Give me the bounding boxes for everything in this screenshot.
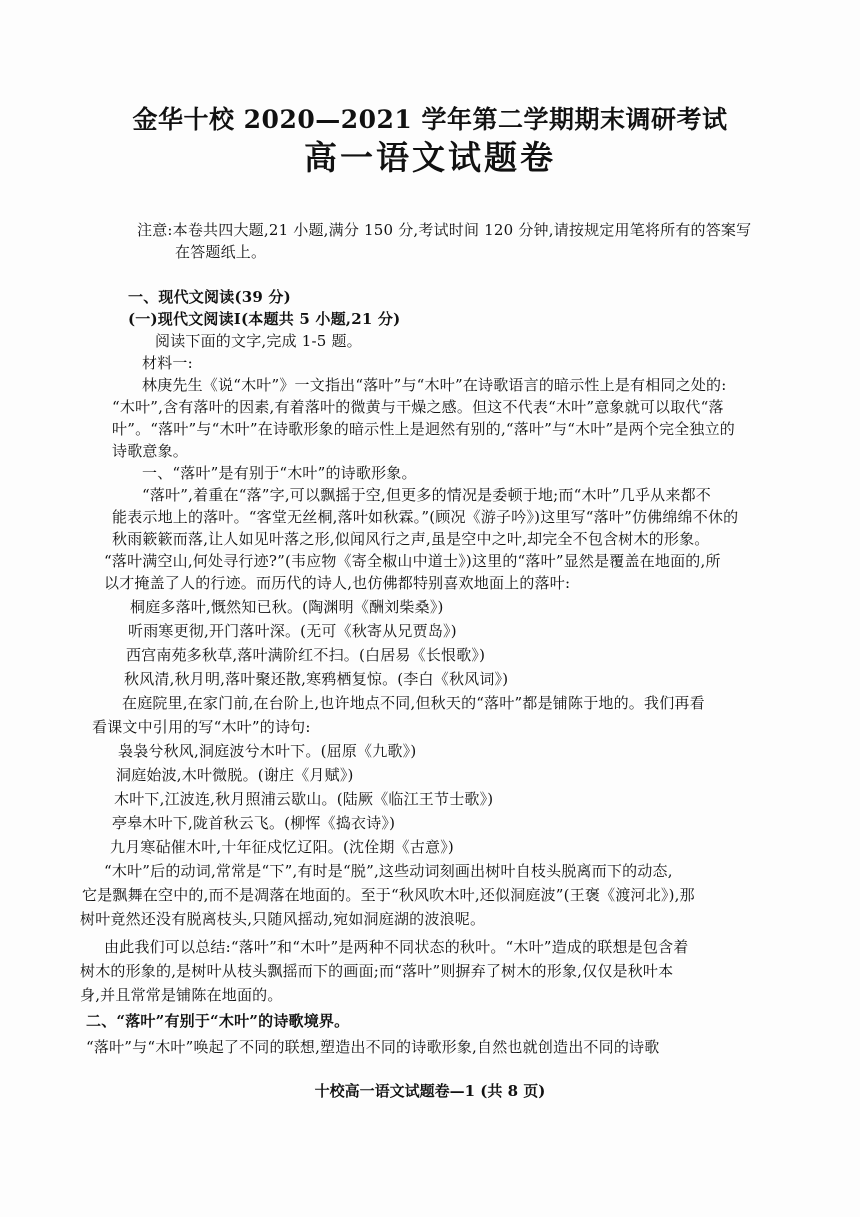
body-line: “落叶”,着重在“落”字,可以飘摇于空,但更多的情况是委顿于地;而“木叶”几乎从来都不 <box>142 486 711 504</box>
notice-line-1: 注意:本卷共四大题,21 小题,满分 150 分,考试时间 120 分钟,请按规定用笔将所有的答案写 <box>137 221 752 239</box>
body-line: 诗歌意象。 <box>112 442 189 460</box>
body-line: 以才掩盖了人的行迹。而历代的诗人,也仿佛都特别喜欢地面上的落叶: <box>104 574 571 592</box>
body-line: 叶”。“落叶”与“木叶”在诗歌形象的暗示性上是迥然有别的,“落叶”与“木叶”是两个完全独立的 <box>112 420 735 438</box>
body-line: 九月寒砧催木叶,十年征戍忆辽阳。(沈佺期《古意》) <box>110 838 454 856</box>
body-line: 洞庭始波,木叶微脱。(谢庄《月赋》) <box>116 766 354 784</box>
body-line: 听雨寒更彻,开门落叶深。(无可《秋寄从兄贾岛》) <box>128 622 457 640</box>
body-line: 秋风清,秋月明,落叶聚还散,寒鸦栖复惊。(李白《秋风词》) <box>124 670 509 688</box>
body-line: 一、“落叶”是有别于“木叶”的诗歌形象。 <box>142 464 417 482</box>
notice-line-2: 在答题纸上。 <box>175 243 267 261</box>
body-line: 能表示地上的落叶。“客堂无丝桐,落叶如秋霖。”(顾况《游子吟》)这里写“落叶”仿佛绵绵不休的 <box>112 508 739 526</box>
body-line: 在庭院里,在家门前,在台阶上,也许地点不同,但秋天的“落叶”都是铺陈于地的。我们再看 <box>122 694 705 712</box>
body-line: 木叶下,江波连,秋月照浦云歇山。(陆厥《临江王节士歌》) <box>114 790 494 808</box>
body-line: 袅袅兮秋风,洞庭波兮木叶下。(屈原《九歌》) <box>118 742 417 760</box>
section-heading: 一、现代文阅读(39 分) <box>128 288 291 306</box>
body-line: 树木的形象的,是树叶从枝头飘摇而下的画面;而“落叶”则摒弃了树木的形象,仅仅是秋叶本 <box>80 962 674 980</box>
body-line: 它是飘舞在空中的,而不是凋落在地面的。至于“秋风吹木叶,还似洞庭波”(王褒《渡河北》),那 <box>82 886 695 904</box>
reading-instruction: 阅读下面的文字,完成 1-5 题。 <box>155 332 362 350</box>
body-line: 由此我们可以总结:“落叶”和“木叶”是两种不同状态的秋叶。“木叶”造成的联想是包含着 <box>104 938 689 956</box>
sub-section-heading: (一)现代文阅读Ⅰ(本题共 5 小题,21 分) <box>128 310 401 328</box>
body-line: 身,并且常常是铺陈在地面的。 <box>80 986 283 1004</box>
body-line: “木叶”后的动词,常常是“下”,有时是“脱”,这些动词刻画出树叶自枝头脱离而下的动态, <box>104 862 673 880</box>
body-line: 林庚先生《说“木叶”》一文指出“落叶”与“木叶”在诗歌语言的暗示性上是有相同之处的: <box>142 376 727 394</box>
body-line: 看课文中引用的写“木叶”的诗句: <box>92 718 311 736</box>
body-line: 亭皋木叶下,陇首秋云飞。(柳恽《捣衣诗》) <box>112 814 396 832</box>
paper-title: 高一语文试题卷 <box>304 138 556 177</box>
body-line: “落叶”与“木叶”唤起了不同的联想,塑造出不同的诗歌形象,自然也就创造出不同的诗歌 <box>86 1038 660 1056</box>
body-line: 树叶竟然还没有脱离枝头,只随风摇动,宛如洞庭湖的波浪呢。 <box>80 910 486 928</box>
body-line: “木叶”,含有落叶的因素,有着落叶的微黄与干燥之感。但这不代表“木叶”意象就可以取代“落 <box>112 398 724 416</box>
body-line: 秋雨簌簌而落,让人如见叶落之形,似闻风行之声,虽是空中之叶,却完全不包含树木的形象。 <box>112 530 710 548</box>
body-line: 西宫南苑多秋草,落叶满阶红不扫。(白居易《长恨歌》) <box>126 646 486 664</box>
body-line: “落叶满空山,何处寻行迹?”(韦应物《寄全椒山中道士》)这里的“落叶”显然是覆盖在地面的,所 <box>104 552 721 570</box>
material-label: 材料一: <box>142 354 193 372</box>
body-line: 二、“落叶”有别于“木叶”的诗歌境界。 <box>86 1012 350 1030</box>
exam-title: 金华十校 2020—2021 学年第二学期期末调研考试 <box>132 105 728 134</box>
body-line: 桐庭多落叶,慨然知已秋。(陶渊明《酬刘柴桑》) <box>130 598 444 616</box>
page-footer: 十校高一语文试题卷—1 (共 8 页) <box>314 1082 546 1100</box>
